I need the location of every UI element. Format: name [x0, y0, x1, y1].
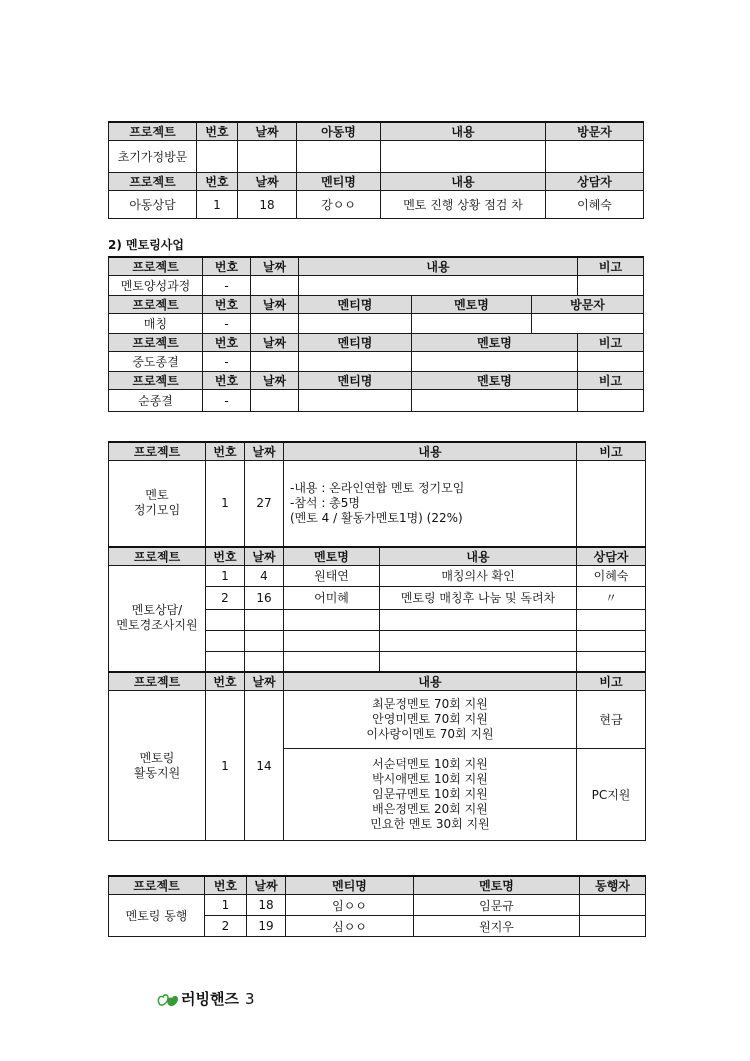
col-header: 프로젝트	[109, 876, 205, 895]
cell	[412, 352, 578, 372]
col-header: 번호	[206, 442, 245, 461]
col-header: 멘토명	[414, 876, 580, 895]
mentor-activity-table	[108, 441, 646, 841]
col-header: 내용	[380, 547, 577, 566]
col-header: 멘티명	[297, 173, 381, 191]
cell: 16	[245, 586, 284, 609]
col-header: 프로젝트	[109, 672, 206, 691]
note-cell: PC지원	[577, 749, 646, 841]
cell	[245, 651, 284, 672]
cell: 1	[206, 565, 245, 586]
cell: 1	[197, 191, 238, 219]
col-header: 날짜	[251, 296, 299, 314]
project-line: 활동지원	[133, 765, 181, 780]
col-header: 내용	[284, 672, 577, 691]
cell	[197, 141, 238, 173]
col-header: 번호	[203, 296, 251, 314]
cell: 4	[245, 565, 284, 586]
cell: 14	[245, 691, 284, 841]
cell	[251, 276, 299, 296]
col-header: 날짜	[245, 672, 284, 691]
col-header: 멘토명	[412, 296, 532, 314]
cell: 18	[238, 191, 297, 219]
col-header: 날짜	[245, 442, 284, 461]
col-header: 내용	[284, 442, 577, 461]
footer	[157, 988, 255, 1009]
cell	[206, 630, 245, 651]
col-header: 번호	[203, 257, 251, 276]
col-header: 프로젝트	[109, 547, 206, 566]
cell	[238, 141, 297, 173]
cell	[412, 314, 532, 334]
col-header: 프로젝트	[109, 173, 197, 191]
col-header: 프로젝트	[109, 334, 203, 352]
col-header: 프로젝트	[109, 296, 203, 314]
cell	[380, 630, 577, 651]
cell	[580, 895, 646, 916]
project-cell: 멘토링 동행	[109, 895, 205, 937]
col-header: 날짜	[251, 372, 299, 390]
cell	[380, 609, 577, 630]
project-cell	[109, 461, 206, 547]
support-line: 안영미멘토 70회 지원	[372, 712, 488, 726]
project-line: 멘토상담/	[131, 603, 183, 618]
cell	[299, 276, 578, 296]
cell	[206, 651, 245, 672]
cell: 2	[206, 586, 245, 609]
col-header: 내용	[381, 173, 546, 191]
cell	[577, 609, 646, 630]
cell	[546, 141, 644, 173]
cell: 1	[205, 895, 247, 916]
cell	[577, 651, 646, 672]
cell	[284, 609, 380, 630]
project-cell: 중도종결	[109, 352, 203, 372]
col-header: 동행자	[580, 876, 646, 895]
col-header: 번호	[205, 876, 247, 895]
cell	[580, 916, 646, 937]
cell	[578, 390, 644, 412]
cell: 멘토링 매칭후 나눔 및 독려차	[380, 586, 577, 609]
cell	[284, 651, 380, 672]
meeting-content	[284, 461, 577, 547]
col-header: 비고	[577, 672, 646, 691]
hands-logo-icon	[157, 989, 179, 1009]
project-cell: 멘토양성과정	[109, 276, 203, 296]
home-visit-table	[108, 121, 644, 219]
col-header: 상담자	[546, 173, 644, 191]
cell	[297, 141, 381, 173]
project-line: 멘토경조사지원	[116, 618, 198, 633]
cell: 2	[205, 916, 247, 937]
project-cell: 매칭	[109, 314, 203, 334]
support-group-2	[284, 749, 577, 841]
col-header: 날짜	[238, 122, 297, 141]
project-cell	[109, 565, 206, 672]
cell: 어미혜	[284, 586, 380, 609]
cell: 임ㅇㅇ	[286, 895, 414, 916]
col-header: 프로젝트	[109, 442, 206, 461]
col-header: 번호	[197, 173, 238, 191]
cell: 원태연	[284, 565, 380, 586]
col-header: 아동명	[297, 122, 381, 141]
cell: 매칭의사 확인	[380, 565, 577, 586]
col-header: 비고	[577, 442, 646, 461]
col-header: 번호	[206, 547, 245, 566]
cell	[299, 314, 412, 334]
cell	[299, 390, 412, 412]
content-line: (멘토 4 / 활동가멘토1명) (22%)	[290, 510, 463, 525]
col-header: 비고	[578, 372, 644, 390]
col-header: 멘토명	[412, 372, 578, 390]
cell: 이혜숙	[577, 565, 646, 586]
col-header: 날짜	[251, 257, 299, 276]
project-cell: 순종결	[109, 390, 203, 412]
mentoring-status-table	[108, 256, 644, 412]
cell: -	[203, 314, 251, 334]
cell	[206, 609, 245, 630]
cell: 이혜숙	[546, 191, 644, 219]
cell: 18	[247, 895, 286, 916]
support-line: 서순덕멘토 10회 지원	[372, 757, 488, 771]
cell: 19	[247, 916, 286, 937]
cell	[578, 276, 644, 296]
section-title: 2) 멘토링사업	[108, 238, 184, 252]
cell	[532, 314, 644, 334]
cell: 27	[245, 461, 284, 547]
col-header: 멘티명	[299, 296, 412, 314]
col-header: 멘토명	[412, 334, 578, 352]
brand-name: 러빙핸즈	[181, 990, 239, 1008]
col-header: 비고	[578, 257, 644, 276]
col-header: 날짜	[238, 173, 297, 191]
cell: 강ㅇㅇ	[297, 191, 381, 219]
cell: 심ㅇㅇ	[286, 916, 414, 937]
content-line: -내용 : 온라인연합 멘토 정기모임	[290, 480, 465, 495]
col-header: 날짜	[247, 876, 286, 895]
col-header: 번호	[203, 372, 251, 390]
cell: 멘토 진행 상황 점검 차	[381, 191, 546, 219]
content-line: -참석 : 총5명	[290, 495, 361, 510]
col-header: 날짜	[251, 334, 299, 352]
col-header: 방문자	[546, 122, 644, 141]
cell: 원지우	[414, 916, 580, 937]
cell: 임문규	[414, 895, 580, 916]
col-header: 멘토명	[284, 547, 380, 566]
page-number: 3	[244, 989, 255, 1008]
cell	[381, 141, 546, 173]
support-line: 이사랑이멘토 70회 지원	[366, 727, 494, 741]
cell	[251, 390, 299, 412]
support-line: 박시애멘토 10회 지원	[372, 772, 488, 786]
cell: 1	[206, 691, 245, 841]
project-line: 멘토	[145, 488, 169, 503]
col-header: 날짜	[245, 547, 284, 566]
support-line: 배은정멘토 20회 지원	[372, 802, 488, 816]
project-cell	[109, 691, 206, 841]
project-line: 멘토링	[139, 750, 175, 765]
col-header: 번호	[197, 122, 238, 141]
support-line: 민요한 멘토 30회 지원	[370, 817, 490, 831]
col-header: 번호	[206, 672, 245, 691]
cell	[284, 630, 380, 651]
cell	[412, 390, 578, 412]
cell: -	[203, 352, 251, 372]
col-header: 방문자	[532, 296, 644, 314]
cell: -	[203, 276, 251, 296]
col-header: 비고	[578, 334, 644, 352]
col-header: 멘티명	[299, 372, 412, 390]
col-header: 프로젝트	[109, 257, 203, 276]
cell	[251, 352, 299, 372]
cell: -	[203, 390, 251, 412]
cell	[245, 630, 284, 651]
col-header: 내용	[381, 122, 546, 141]
cell	[251, 314, 299, 334]
support-line: 최문정멘토 70회 지원	[372, 697, 488, 711]
col-header: 번호	[203, 334, 251, 352]
cell	[245, 609, 284, 630]
col-header: 멘티명	[299, 334, 412, 352]
cell	[578, 352, 644, 372]
mentoring-accompany-table	[108, 875, 646, 937]
cell: 〃	[577, 586, 646, 609]
col-header: 상담자	[577, 547, 646, 566]
cell	[380, 651, 577, 672]
col-header: 프로젝트	[109, 372, 203, 390]
project-cell: 아동상담	[109, 191, 197, 219]
col-header: 내용	[299, 257, 578, 276]
col-header: 멘티명	[286, 876, 414, 895]
col-header: 프로젝트	[109, 122, 197, 141]
support-group-1	[284, 691, 577, 749]
project-cell: 초기가정방문	[109, 141, 197, 173]
cell: 1	[206, 461, 245, 547]
cell	[577, 461, 646, 547]
note-cell: 현금	[577, 691, 646, 749]
cell	[577, 630, 646, 651]
project-line: 정기모임	[133, 503, 181, 518]
cell	[299, 352, 412, 372]
support-line: 임문규멘토 10회 지원	[372, 787, 488, 801]
